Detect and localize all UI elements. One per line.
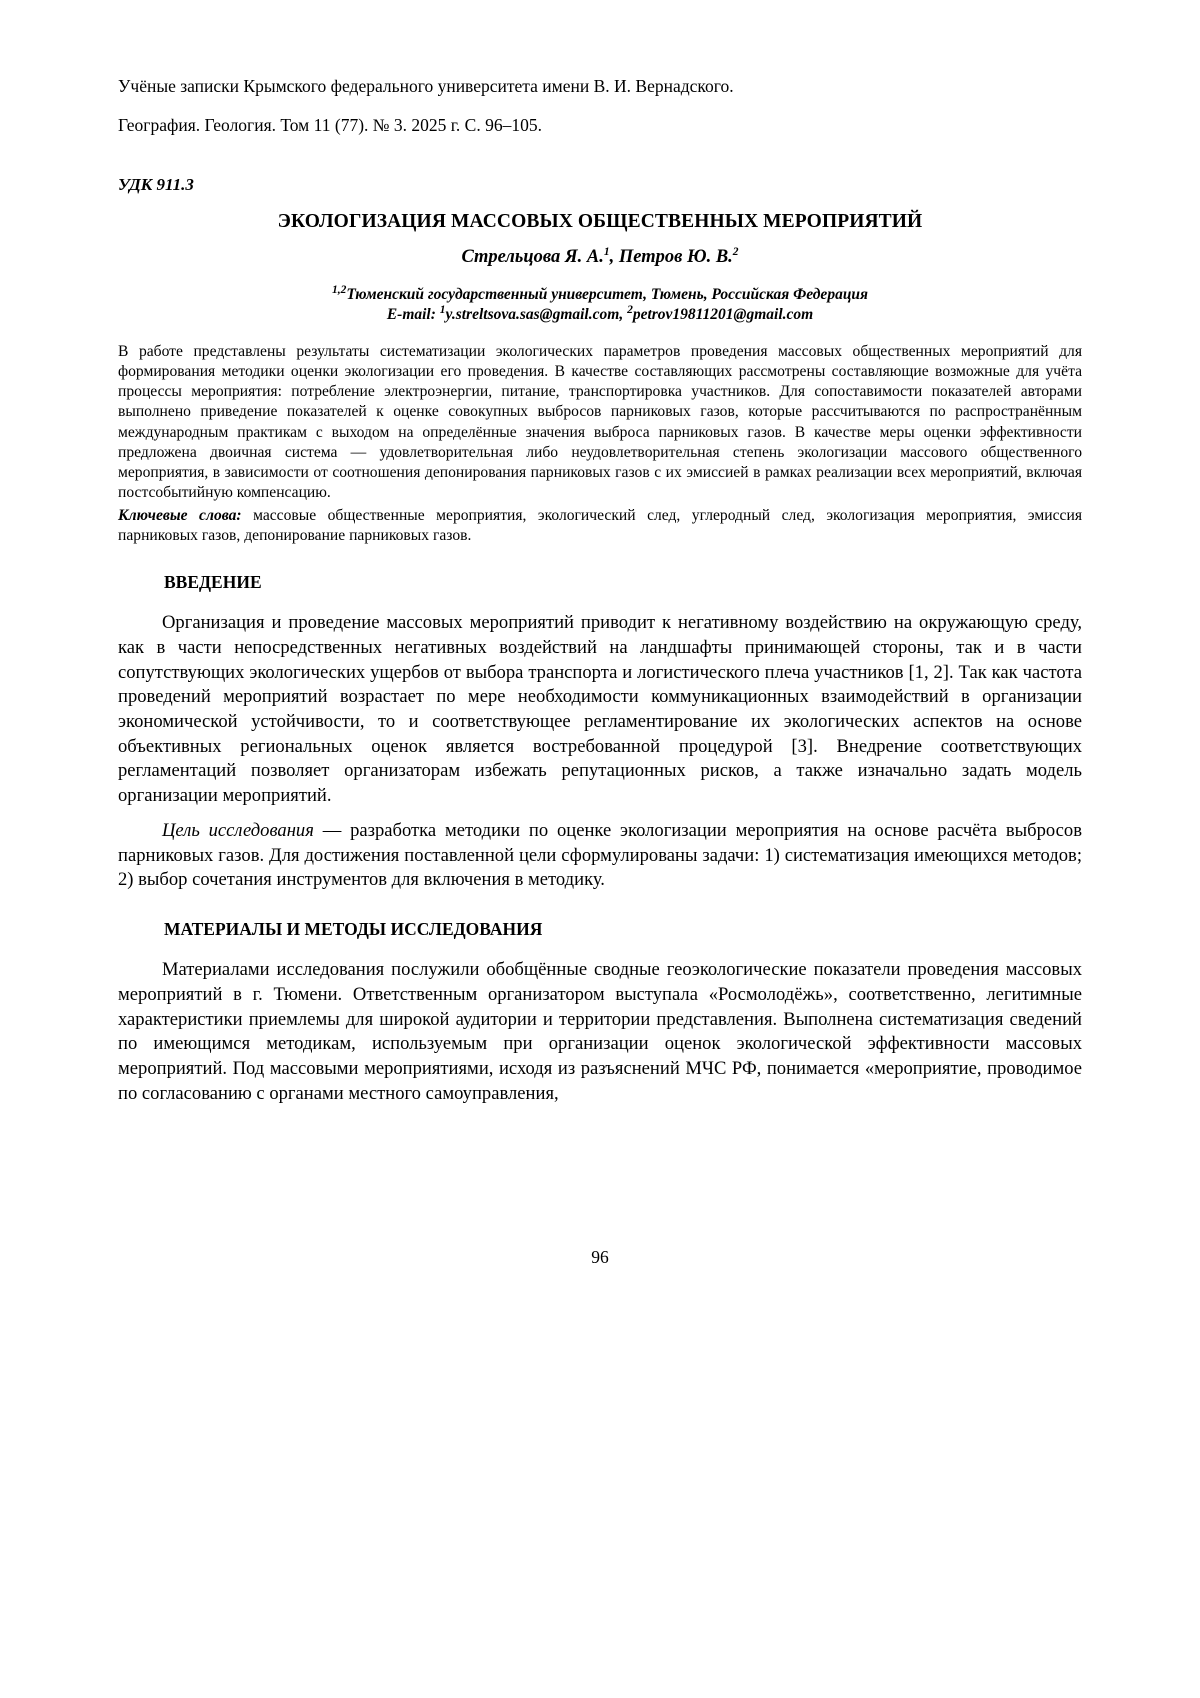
affiliation-marker: 1,2 bbox=[331, 283, 347, 296]
email-label: E-mail: bbox=[386, 305, 440, 323]
journal-header-line-1: Учёные записки Крымского федерального университета имени В. И. Вернадского. bbox=[118, 76, 734, 96]
affiliation-text: Тюменский государственный университет, Тюмень, Российская Федерация bbox=[346, 285, 869, 303]
introduction-paragraph-1: Организация и проведение массовых мероприятий приводит к негативному воздействию на окружающую среду, как в части непосредственных негативных воздействий на ландшафты принимающей стороны, так и в части сопутствующих экологических ущербов от выбора транспорта и логистического плеча участников [1, 2]. Так как частота проведений мероприятий возрастает по мере необходимости коммуникационных взаимодействий в организации экономической устойчивости, то и соответствующее регламентирование их экологических аспектов на основе объективных региональных оценок является востребованной процедурой [3]. Внедрение соответствующих регламентаций позволяет организаторам избежать репутационных рисков, а также изначально задать модель организации мероприятий. bbox=[118, 612, 1082, 807]
author-2-affiliation-marker: 2 bbox=[732, 245, 739, 258]
email-2-marker: 2 bbox=[627, 303, 633, 316]
keywords-block bbox=[118, 506, 1082, 547]
author-1-affiliation-marker: 1 bbox=[603, 245, 610, 258]
page-title: ЭКОЛОГИЗАЦИЯ МАССОВЫХ ОБЩЕСТВЕННЫХ МЕРОПРИЯТИЙ bbox=[277, 210, 923, 232]
keywords-text: массовые общественные мероприятия, экологический след, углеродный след, экологизация мероприятия, эмиссия парниковых газов, депонирование парниковых газов. bbox=[118, 506, 1082, 544]
email-address-1[interactable]: y.streltsova.sas@gmail.com bbox=[445, 305, 620, 323]
abstract-text: В работе представлены результаты систематизации экологических параметров проведения массовых общественных мероприятий для формирования методики оценки экологизации его проведения. В качестве составляющих рассмотрены составляющие возможные для учёта процессы мероприятия: потребление электроэнергии, питание, транспортировка участников. Для сопоставимости показателей авторами выполнено приведение показателей к оценке совокупных выбросов парниковых газов, которые рассчитываются по распространённым международным практикам с выходом на определённые значения выброса парниковых газов. В качестве меры оценки эффективности предложена двоичная система — удовлетворительная либо неудовлетворительная степень экологизации массового общественного мероприятия, в зависимости от соотношения депонирования парниковых газов с их эмиссией в рамках реализации всех мероприятий, включая постсобытийную компенсацию. bbox=[118, 342, 1082, 502]
section-heading-materials-methods: МАТЕРИАЛЫ И МЕТОДЫ ИССЛЕДОВАНИЯ bbox=[164, 919, 543, 940]
email-1-marker: 1 bbox=[439, 303, 446, 316]
authors-separator: , bbox=[609, 246, 619, 267]
email-line bbox=[118, 303, 1082, 324]
section-heading-introduction: ВВЕДЕНИЕ bbox=[164, 572, 262, 593]
journal-header-line-2: География. Геология. Том 11 (77). № 3. 2025 г. С. 96–105. bbox=[118, 115, 542, 136]
keywords-label: Ключевые слова: bbox=[118, 506, 242, 524]
author-1-name: Стрельцова Я. А. bbox=[461, 246, 604, 267]
page-number: 96 bbox=[591, 1247, 609, 1267]
goal-label: Цель исследования bbox=[162, 819, 314, 841]
udk-code: УДК 911.3 bbox=[118, 174, 194, 194]
email-address-2[interactable]: petrov19811201@gmail.com bbox=[632, 305, 814, 323]
authors-line bbox=[118, 247, 1082, 268]
email-separator: , bbox=[619, 305, 628, 323]
materials-paragraph-1: Материалами исследования послужили обобщённые сводные геоэкологические показатели проведения массовых мероприятий в г. Тюмени. Ответственным организатором выступала «Росмолодёжь», соответственно, легитимные характеристики приемлемы для широкой аудитории и территории представления. Выполнена систематизация сведений по имеющимся методикам, используемым при организации оценок экологической эффективности массовых мероприятий. Под массовыми мероприятиями, исходя из разъяснений МЧС РФ, понимается «мероприятие, проводимое по согласованию с органами местного самоуправления, bbox=[118, 959, 1082, 1104]
introduction-goal-paragraph bbox=[118, 819, 1082, 893]
author-2-name: Петров Ю. В. bbox=[618, 246, 733, 267]
goal-text: — разработка методики по оценке экологизации мероприятия на основе расчёта выбросов парниковых газов. Для достижения поставленной цели сформулированы задачи: 1) систематизация имеющихся методов; 2) выбор сочетания инструментов для включения в методику. bbox=[118, 819, 1082, 891]
affiliation-line bbox=[118, 283, 1082, 304]
